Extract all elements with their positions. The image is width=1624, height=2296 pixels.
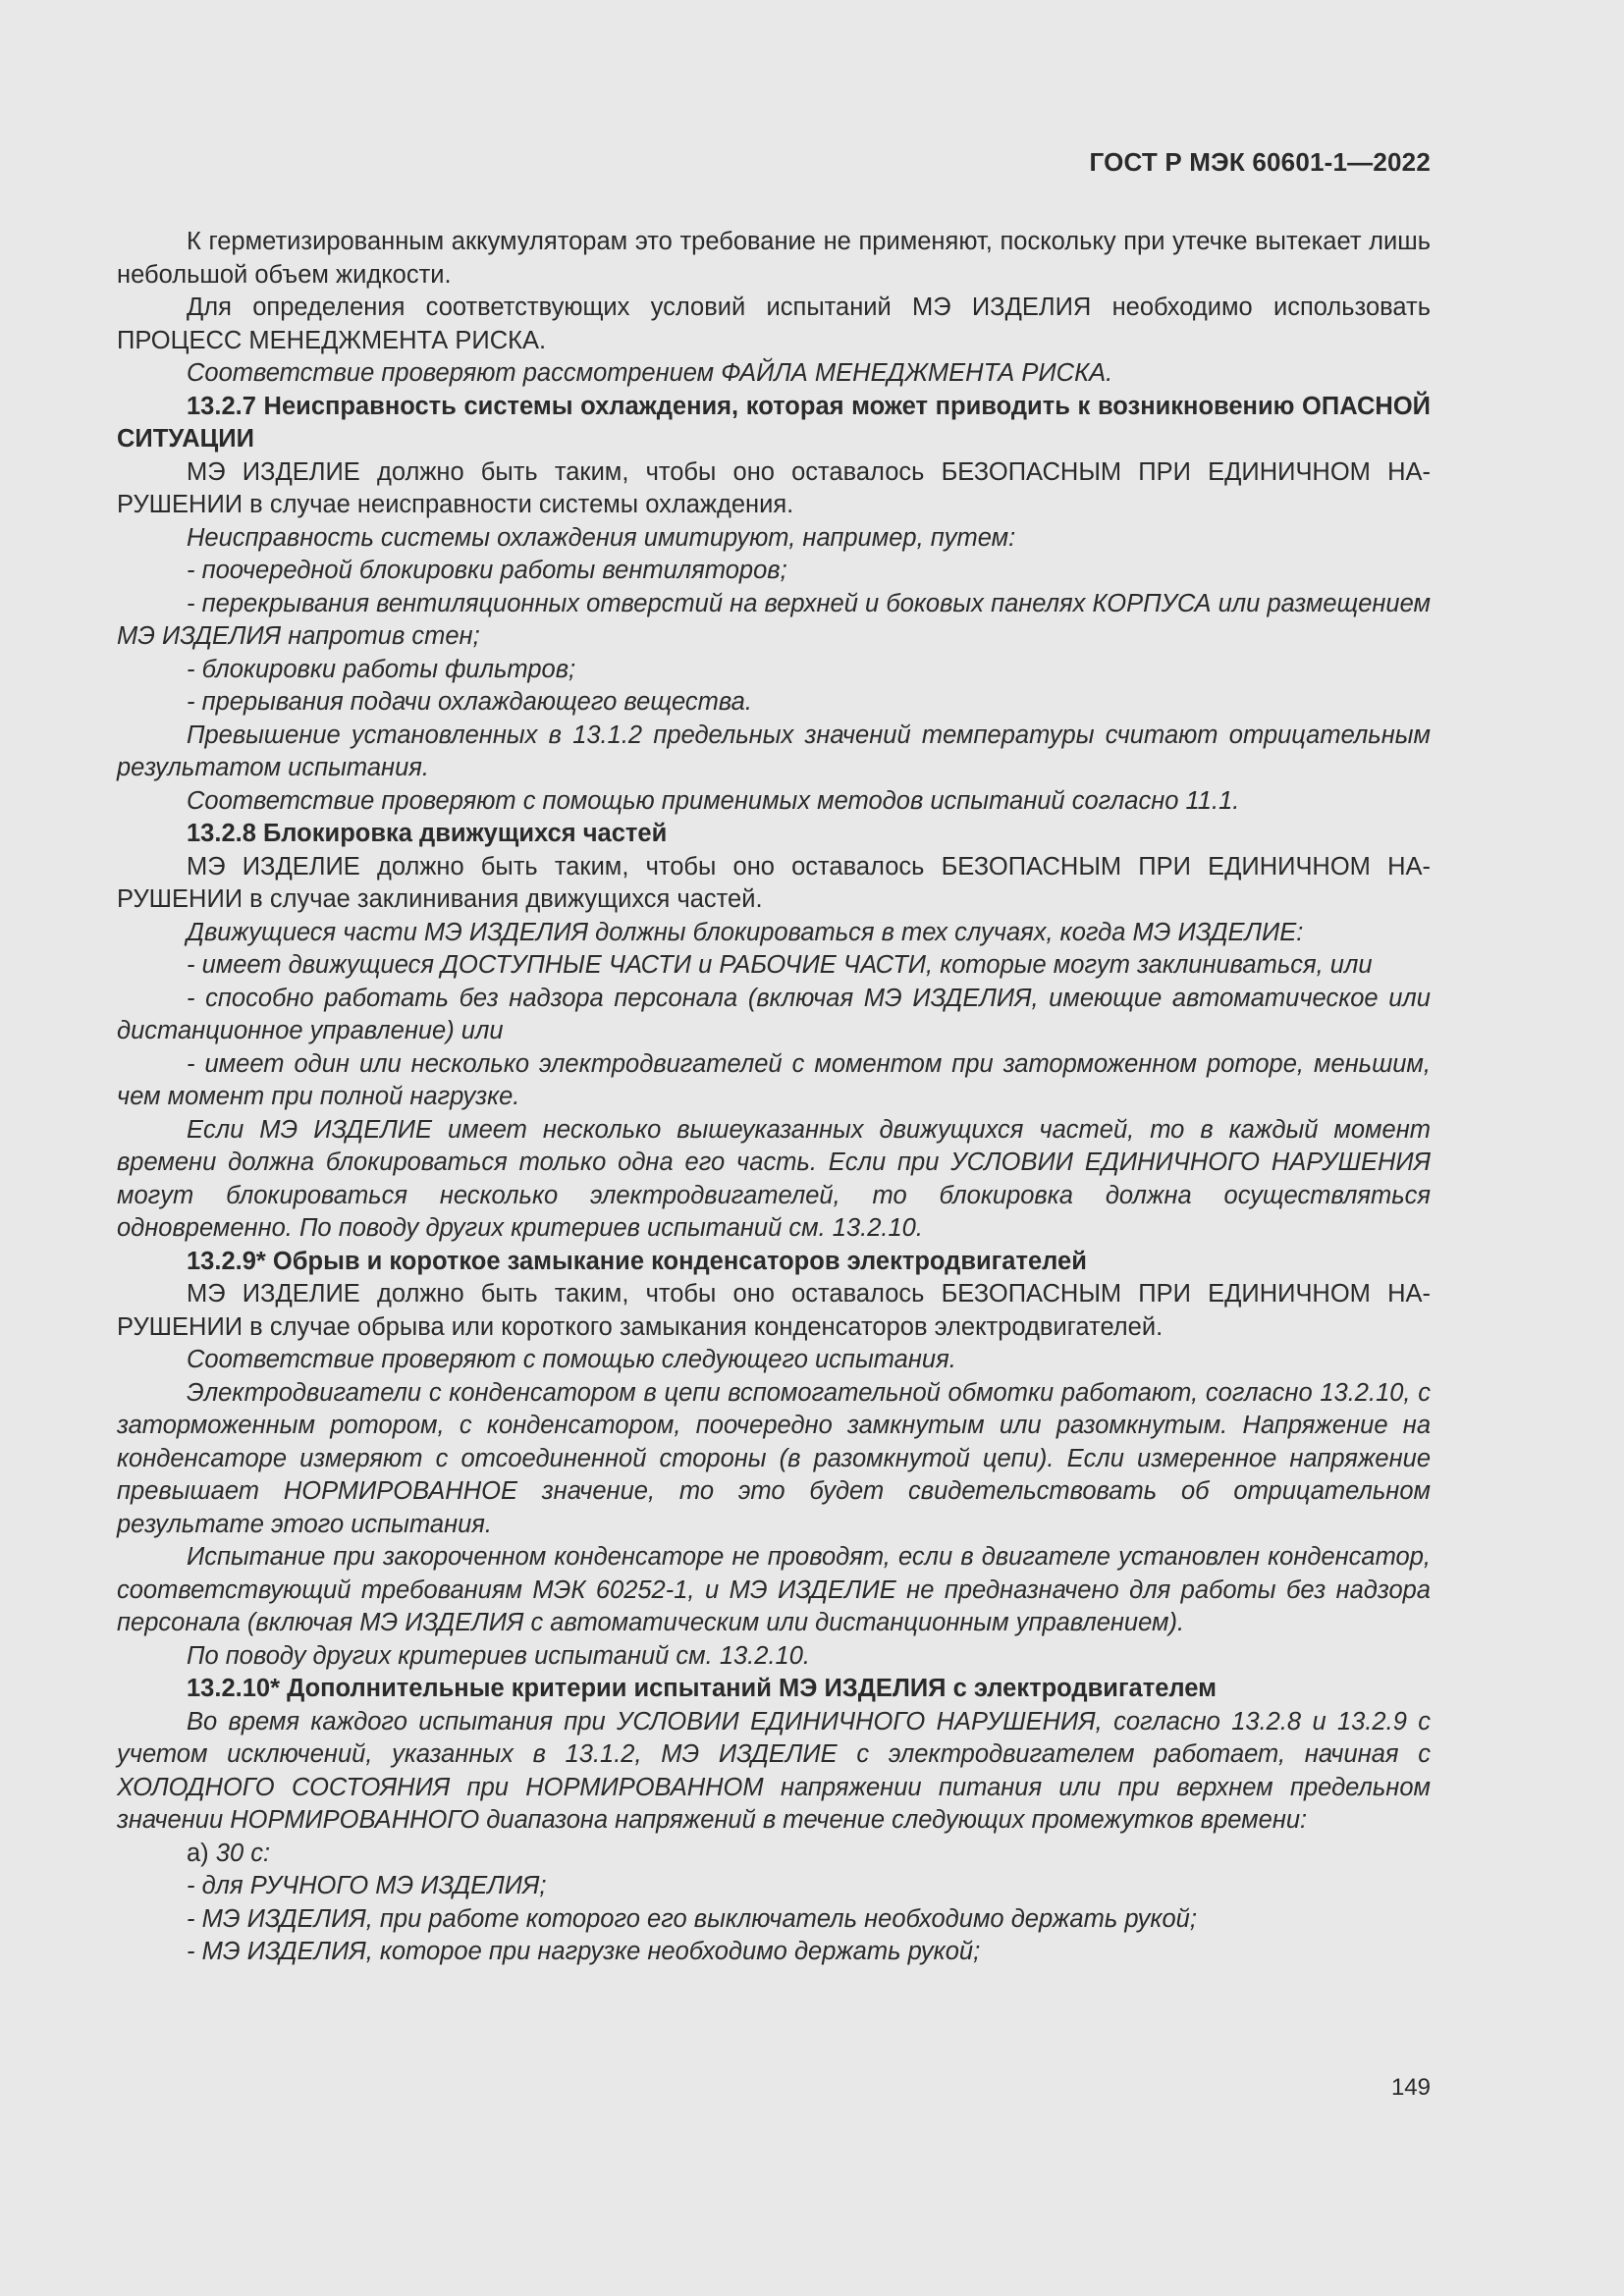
document-body [117,226,1431,1969]
section-heading-13-2-9: 13.2.9* Обрыв и короткое замыкание конденсаторов электродвигателей [187,1247,1087,1275]
section-heading-13-2-8: 13.2.8 Блокировка движущихся частей [187,820,668,847]
paragraph: Во время каждого испытания при УСЛОВИИ ЕДИНИЧНОГО НАРУШЕНИЯ, согласно 13.2.8 и 13.2.9 с учетом исключений, указанных в 13.1.2, МЭ ИЗДЕЛИЕ с электродвигателем работает, начиная с ХОЛОДНОГО СОСТОЯНИЯ при НОРМИРОВАННОМ напряжении питания или при верхнем предельном значении НОРМИРОВАННОГО диапазона напряжений в течение следующих промежутков времени: [117,1707,1431,1834]
paragraph: Если МЭ ИЗДЕЛИЕ имеет несколько вышеуказанных движущихся частей, то в каждый момент времени должна блокироваться только одна его часть. Если при УСЛОВИИ ЕДИНИЧНОГО НАРУШЕНИЯ могут блокироваться несколько электродвигателей, то блокировка должна осуществляться одновременно. По поводу других критериев испытаний см. 13.2.10. [117,1115,1431,1242]
paragraph: МЭ ИЗДЕЛИЕ должно быть таким, чтобы оно оставалось БЕЗОПАСНЫМ ПРИ ЕДИНИЧНОМ НАРУШЕНИИ в случае неисправности системы охлаждения. [117,457,1431,518]
paragraph: Движущиеся части МЭ ИЗДЕЛИЯ должны блокироваться в тех случаях, когда МЭ ИЗДЕЛИЕ: [187,918,1304,946]
section-heading-13-2-7: 13.2.7 Неисправность системы охлаждения, которая может приводить к возникновению ОПАСНОЙ СИТУАЦИИ [117,392,1431,453]
list-item: - способно работать без надзора персонала (включая МЭ ИЗДЕЛИЯ, имеющие автоматическое или дистанционное управление) или [117,984,1431,1044]
list-item: - МЭ ИЗДЕЛИЯ, при работе которого его выключатель необходимо держать рукой; [187,1904,1197,1933]
paragraph: Неисправность системы охлаждения имитируют, например, путем: [187,523,1016,552]
paragraph: По поводу других критериев испытаний см. 13.2.10. [187,1641,810,1670]
paragraph: МЭ ИЗДЕЛИЕ должно быть таким, чтобы оно оставалось БЕЗОПАСНЫМ ПРИ ЕДИНИЧНОМ НАРУШЕНИИ в случае обрыва или короткого замыкания конденсаторов электродвигателей. [117,1280,1431,1341]
paragraph: Соответствие проверяют с помощью применимых методов испытаний согласно 11.1. [187,786,1240,815]
list-item: - поочередной блокировки работы вентиляторов; [187,557,787,584]
document-header: ГОСТ Р МЭК 60601-1—2022 [1089,147,1431,177]
paragraph: Соответствие проверяют рассмотрением ФАЙЛА МЕНЕДЖМЕНТА РИСКА. [187,359,1113,387]
list-item: - прерывания подачи охлаждающего вещества. [187,688,752,716]
paragraph: МЭ ИЗДЕЛИЕ должно быть таким, чтобы оно оставалось БЕЗОПАСНЫМ ПРИ ЕДИНИЧНОМ НАРУШЕНИИ в случае заклинивания движущихся частей. [117,852,1431,913]
list-item-text: 30 с: [215,1839,271,1867]
paragraph: Испытание при закороченном конденсаторе не проводят, если в двигателе установлен конденсатор, соответствующий требованиям МЭК 60252-1, и МЭ ИЗДЕЛИЕ не предназначено для работы без надзора персонала (включая МЭ ИЗДЕЛИЯ с автоматическим или дистанционным управлением). [117,1543,1431,1636]
list-item: - перекрывания вентиляционных отверстий на верхней и боковых панелях КОРПУСА или размещением МЭ ИЗДЕЛИЯ напротив стен; [117,589,1431,650]
list-item: - имеет движущиеся ДОСТУПНЫЕ ЧАСТИ и РАБОЧИЕ ЧАСТИ, которые могут заклиниваться, или [187,951,1373,979]
paragraph: Превышение установленных в 13.1.2 предельных значений температуры считают отрицательным результатом испытания. [117,721,1431,781]
paragraph: Для определения соответствующих условий испытаний МЭ ИЗДЕЛИЯ необходимо использовать ПРОЦЕСС МЕНЕДЖМЕНТА РИСКА. [117,294,1431,354]
list-item-a [117,1838,1431,1871]
list-item: - имеет один или несколько электродвигателей с моментом при заторможенном роторе, меньшим, чем момент при полной нагрузке. [117,1049,1431,1110]
list-item: - блокировки работы фильтров; [187,655,576,683]
paragraph: Соответствие проверяют с помощью следующего испытания. [187,1346,956,1373]
list-item: - для РУЧНОГО МЭ ИЗДЕЛИЯ; [187,1872,547,1899]
paragraph: Электродвигатели с конденсатором в цепи вспомогательной обмотки работают, согласно 13.2.10, с заторможенным ротором, с конденсатором, поочередно замкнутым или разомкнутым. Напряжение на конденсаторе измеряют с отсоединенной стороны (в разомкнутой цепи). Если измеренное напряжение превышает НОРМИРОВАННОЕ значение, то это будет свидетельствовать об отрицательном результате этого испытания. [117,1378,1431,1538]
paragraph: К герметизированным аккумуляторам это требование не применяют, поскольку при утечке вытекает лишь небольшой объем жидкости. [117,228,1431,289]
list-marker: а) [187,1839,216,1867]
section-heading-13-2-10: 13.2.10* Дополнительные критерии испытаний МЭ ИЗДЕЛИЯ с электродвигателем [187,1675,1217,1702]
page-number: 149 [1390,2074,1431,2101]
list-item: - МЭ ИЗДЕЛИЯ, которое при нагрузке необходимо держать рукой; [187,1938,981,1965]
